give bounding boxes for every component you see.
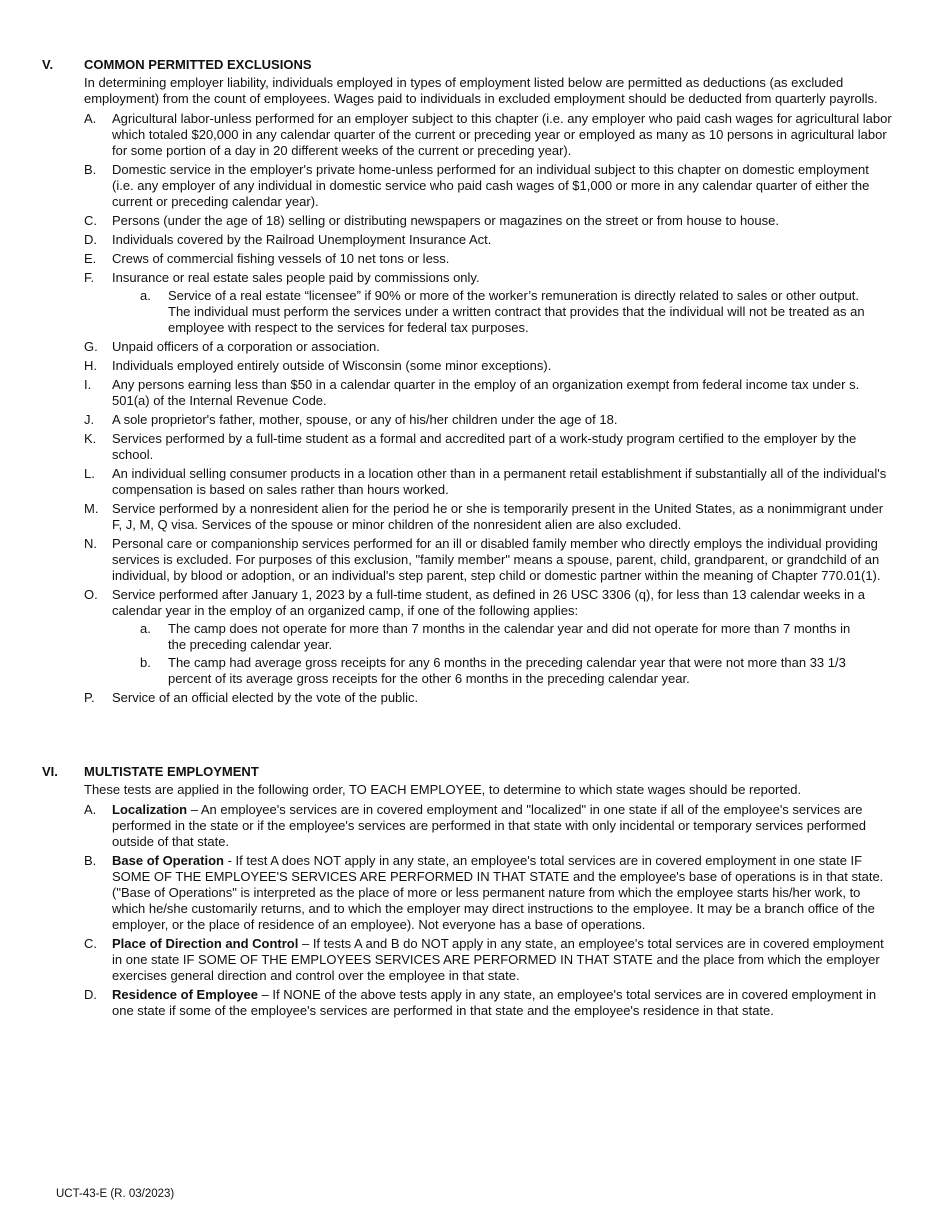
item-term: Localization xyxy=(112,802,188,817)
list-item-k xyxy=(84,431,892,463)
section-intro: In determining employer liability, individuals employed in types of employment listed below are permitted as deductions (as excluded employment) from the count of employees. Wages paid to individuals in excluded employment should be deducted from quarterly payrolls. xyxy=(84,75,878,106)
list-item-b xyxy=(84,853,892,933)
item-text: Any persons earning less than $50 in a calendar quarter in the employ of an organization exempt from federal income tax under s. 501(a) of the Internal Revenue Code. xyxy=(112,377,860,408)
sub-item-a xyxy=(140,288,884,336)
list-item-h xyxy=(84,358,892,374)
sub-item-text: Service of a real estate “licensee” if 90% or more of the worker’s remuneration is directly related to sales or other output. The individual must perform the services under a written contract that provides that the individual will not be treated as an employee with respect to the services for federal tax purposes. xyxy=(168,288,865,335)
item-letter: O. xyxy=(84,587,98,602)
section-number: VI. xyxy=(42,764,58,779)
list-item-e xyxy=(84,251,892,267)
sub-item-a xyxy=(140,621,858,653)
list-item-c xyxy=(84,213,892,229)
sub-item-text: The camp does not operate for more than 7 months in the calendar year and did not operate for more than 7 months in the preceding calendar year. xyxy=(168,621,851,652)
sub-item-letter: a. xyxy=(140,621,151,636)
item-text: Service of an official elected by the vote of the public. xyxy=(112,690,419,705)
item-text: Unpaid officers of a corporation or association. xyxy=(112,339,380,354)
list-item-l xyxy=(84,466,892,498)
sub-item-text: The camp had average gross receipts for any 6 months in the preceding calendar year that were not more than 33 1/3 percent of its average gross receipts for the other 6 months in the preceding calendar year. xyxy=(168,655,846,686)
item-letter: D. xyxy=(84,232,97,247)
item-text: Personal care or companionship services performed for an ill or disabled family member who directly employs the individual providing services is excluded. For purposes of this exclusion, "family member" means a spouse, parent, child, grandparent, or grandchild of an individual, by blood or adoption, or an individual's step parent, step child or domestic partner within the meaning of Chapter 770.01(1). xyxy=(112,536,881,583)
item-letter: B. xyxy=(84,162,97,177)
item-text: Crews of commercial fishing vessels of 10 net tons or less. xyxy=(112,251,450,266)
item-letter: N. xyxy=(84,536,97,551)
list-item-d xyxy=(84,232,892,248)
item-text: Service performed by a nonresident alien for the period he or she is temporarily present in the United States, as a nonimmigrant under F, J, M, Q visa. Services of the spouse or minor children of the nonresident alien are also excluded. xyxy=(112,501,884,532)
item-letter: K. xyxy=(84,431,97,446)
list-item-a xyxy=(84,111,892,159)
sub-item-letter: a. xyxy=(140,288,151,303)
item-text: A sole proprietor's father, mother, spouse, or any of his/her children under the age of 18. xyxy=(112,412,618,427)
section-title: MULTISTATE EMPLOYMENT xyxy=(84,764,259,779)
item-letter: I. xyxy=(84,377,92,392)
list-item-g xyxy=(84,339,892,355)
item-letter: M. xyxy=(84,501,99,516)
item-term: Base of Operation xyxy=(112,853,224,868)
item-text: An individual selling consumer products in a location other than in a permanent retail establishment if substantially all of the individual's compensation is based on sales rather than hours worked. xyxy=(112,466,887,497)
list-item-i xyxy=(84,377,892,409)
item-text: Agricultural labor-unless performed for an employer subject to this chapter (i.e. any employer who paid cash wages for agricultural labor which totaled $20,000 in any calendar quarter of the current or preceding year or employed as many as 10 persons in agricultural labor for some portion of a day in 20 different weeks of the current or preceding year). xyxy=(112,111,892,158)
item-letter: H. xyxy=(84,358,97,373)
item-text: Services performed by a full-time student as a formal and accredited part of a work-study program certified to the employer by the school. xyxy=(112,431,857,462)
item-letter: P. xyxy=(84,690,95,705)
form-id-footer: UCT-43-E (R. 03/2023) xyxy=(56,1188,175,1200)
section-common-permitted-exclusions xyxy=(0,57,950,709)
item-letter: D. xyxy=(84,987,97,1002)
item-letter: A. xyxy=(84,111,97,126)
sub-item-b xyxy=(140,655,858,687)
sub-list xyxy=(112,288,892,336)
item-letter: B. xyxy=(84,853,97,868)
list-item-d xyxy=(84,987,892,1019)
item-text: – An employee's services are in covered employment and "localized" in one state if all of the employee's services are performed in the state or if the employee's services are performed in that state with only incidental or temporary services performed outside of that state. xyxy=(112,802,866,849)
sub-item-letter: b. xyxy=(140,655,151,670)
item-text: Service performed after January 1, 2023 by a full-time student, as defined in 26 USC 3306 (q), for less than 13 calendar weeks in a calendar year in the employ of an organized camp, if one of the following applies: xyxy=(112,587,865,618)
item-text: Individuals covered by the Railroad Unemployment Insurance Act. xyxy=(112,232,492,247)
item-letter: L. xyxy=(84,466,95,481)
section-title: COMMON PERMITTED EXCLUSIONS xyxy=(84,57,312,72)
item-text: Insurance or real estate sales people paid by commissions only. xyxy=(112,270,480,285)
item-text: Persons (under the age of 18) selling or distributing newspapers or magazines on the street or from house to house. xyxy=(112,213,779,228)
list-item-a xyxy=(84,802,892,850)
item-letter: G. xyxy=(84,339,98,354)
exclusion-list xyxy=(0,111,950,706)
section-intro: These tests are applied in the following order, TO EACH EMPLOYEE, to determine to which state wages should be reported. xyxy=(84,782,802,797)
item-text: Individuals employed entirely outside of Wisconsin (some minor exceptions). xyxy=(112,358,552,373)
test-list xyxy=(0,802,950,1019)
section-heading xyxy=(0,764,950,780)
item-letter: C. xyxy=(84,213,97,228)
section-multistate-employment xyxy=(0,764,950,1022)
section-number: V. xyxy=(42,57,54,72)
list-item-b xyxy=(84,162,892,210)
item-text: Domestic service in the employer's private home-unless performed for an individual subject to this chapter on domestic employment (i.e. any employer of any individual in domestic service who paid cash wages of $1,000 or more in any calendar quarter of either the current or preceding calendar year). xyxy=(112,162,870,209)
item-text: – If tests A and B do NOT apply in any state, an employee's total services are in covered employment in one state IF SOME OF THE EMPLOYEES SERVICES ARE PERFORMED IN THAT STATE and the place from which the employer exercises general direction and control over the employee in that state. xyxy=(112,936,884,983)
list-item-n xyxy=(84,536,892,584)
item-letter: J. xyxy=(84,412,95,427)
item-text: - If test A does NOT apply in any state, an employee's total services are in covered employment in one state IF SOME OF THE EMPLOYEE'S SERVICES ARE PERFORMED IN THAT STATE and the employee's base of operations is in that state. ("Base of Operations" is interpreted as the place of more or less permanent nature from which the employee starts his/her work, to which he/she customarily returns, and to which the employer may direct instructions to the employee. It may be a branch office of the employer, or the place of residence of an employee). Not everyone has a base of operations. xyxy=(112,853,884,932)
item-term: Place of Direction and Control xyxy=(112,936,299,951)
list-item-m xyxy=(84,501,892,533)
item-text: – If NONE of the above tests apply in any state, an employee's total services are in covered employment in one state if some of the employee's services are performed in that state and the employee's residence in that state. xyxy=(112,987,877,1018)
item-letter: A. xyxy=(84,802,97,817)
item-letter: C. xyxy=(84,936,97,951)
list-item-c xyxy=(84,936,892,984)
section-heading xyxy=(0,57,950,73)
list-item-o xyxy=(84,587,892,687)
list-item-f xyxy=(84,270,892,336)
list-item-p xyxy=(84,690,892,706)
item-term: Residence of Employee xyxy=(112,987,258,1002)
item-letter: F. xyxy=(84,270,95,285)
sub-list xyxy=(112,621,892,687)
item-letter: E. xyxy=(84,251,97,266)
list-item-j xyxy=(84,412,892,428)
